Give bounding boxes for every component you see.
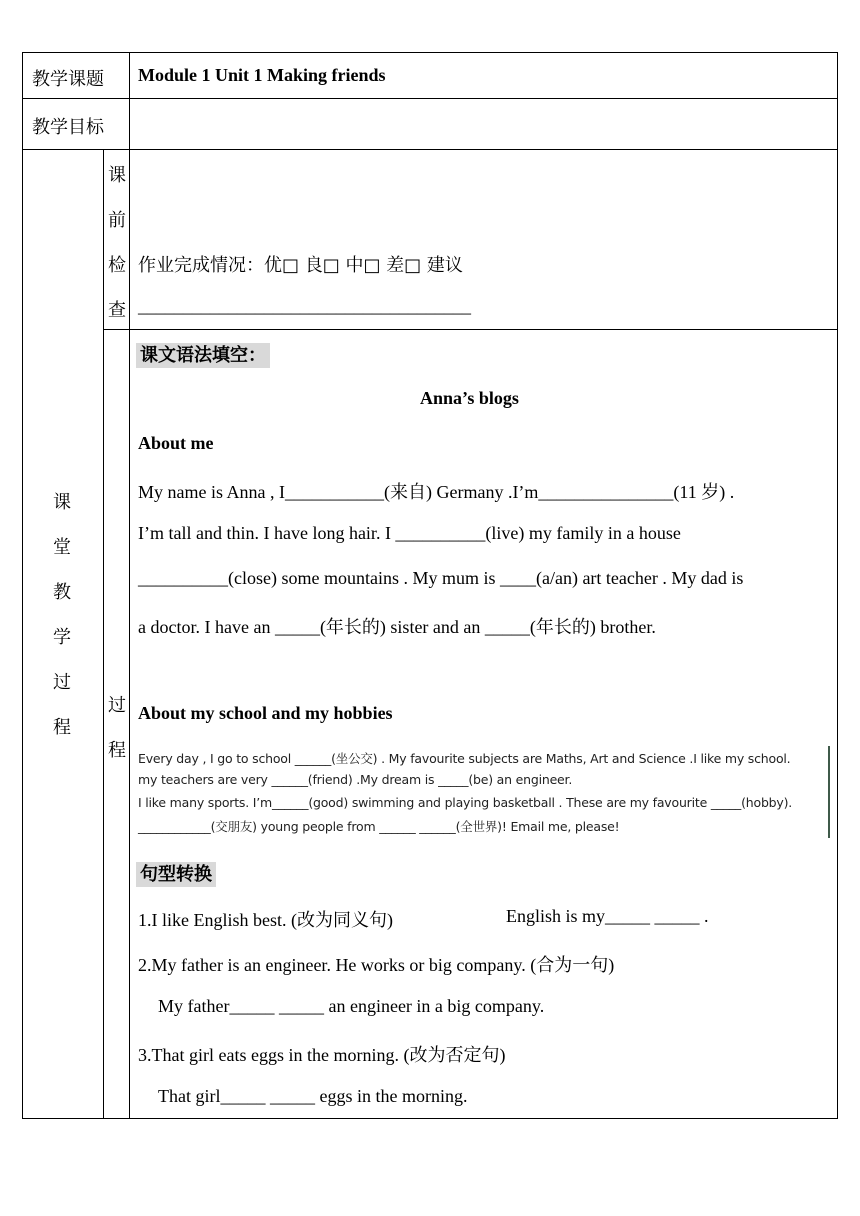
grammar-fill-heading-text: 课文语法填空：	[136, 343, 270, 368]
process-label-char: 课	[53, 492, 71, 513]
passage-line: __________(close) some mountains . My mum is ____(a/an) art teacher . My dad is	[138, 568, 744, 588]
table-border-left	[22, 52, 23, 1119]
exercise-answer: My father_____ _____ an engineer in a big company.	[158, 996, 545, 1016]
passage-line: My name is Anna , I___________(来自) Germany .I’m_______________(11 岁) .	[138, 482, 735, 502]
scan-edge-mark	[828, 746, 830, 838]
table-row-divider	[22, 98, 838, 99]
scanned-passage-line: Every day , I go to school ______(坐公交) . My favourite subjects are Maths, Art and Science .I like my school.	[138, 751, 791, 766]
scanned-passage-line: ____________(交朋友) young people from ______ ______(全世界)! Email me, please!	[138, 819, 620, 834]
exercise-question: 2.My father is an engineer. He works or big company. (合为一句)	[138, 955, 615, 975]
process-label-char: 学	[53, 627, 71, 648]
exercise-question: 1.I like English best. (改为同义句)	[138, 910, 393, 930]
table-col-divider	[103, 149, 104, 1119]
table-border-right	[837, 52, 838, 1119]
exercise-question: 3.That girl eats eggs in the morning. (改为否定句)	[138, 1045, 506, 1065]
sentence-transform-heading-text: 句型转换	[136, 862, 216, 887]
about-me-heading: About me	[138, 433, 214, 453]
precheck-label-char: 检	[108, 255, 126, 276]
exercise-answer: English is my_____ _____ .	[506, 906, 709, 926]
suggestion-blank: _____________________________________	[138, 296, 471, 316]
table-col-divider	[129, 52, 130, 1119]
grammar-fill-heading	[136, 341, 270, 367]
scanned-passage-line: I like many sports. I’m______(good) swimming and playing basketball . These are my favourite _____(hobby).	[138, 795, 793, 810]
passage-line: a doctor. I have an _____(年长的) sister and an _____(年长的) brother.	[138, 617, 656, 637]
passage-line: I’m tall and thin. I have long hair. I __________(live) my family in a house	[138, 523, 681, 543]
process-label-char: 过	[53, 672, 71, 693]
precheck-label-char: 前	[108, 210, 126, 231]
process-inner-label-char: 程	[108, 740, 126, 761]
table-border-bottom	[22, 1118, 838, 1119]
scanned-passage-line: my teachers are very ______(friend) .My dream is _____(be) an engineer.	[138, 772, 573, 787]
table-row-divider	[103, 329, 838, 330]
table-border-top	[22, 52, 838, 53]
school-hobbies-heading: About my school and my hobbies	[138, 703, 393, 723]
topic-value: Module 1 Unit 1 Making friends	[138, 65, 386, 85]
topic-label: 教学课题	[32, 69, 104, 90]
process-inner-label-char: 过	[108, 695, 126, 716]
process-label-char: 教	[53, 582, 71, 603]
homework-status: 作业完成情况：优□ 良□ 中□ 差□ 建议	[138, 255, 463, 276]
exercise-answer: That girl_____ _____ eggs in the morning.	[158, 1086, 468, 1106]
precheck-label-char: 查	[108, 300, 126, 321]
goal-label: 教学目标	[32, 117, 104, 138]
blog-title: Anna’s blogs	[420, 388, 519, 408]
precheck-label-char: 课	[108, 165, 126, 186]
process-label-char: 堂	[53, 537, 71, 558]
table-row-divider	[22, 149, 838, 150]
process-label-char: 程	[53, 717, 71, 738]
sentence-transform-heading	[136, 860, 216, 886]
